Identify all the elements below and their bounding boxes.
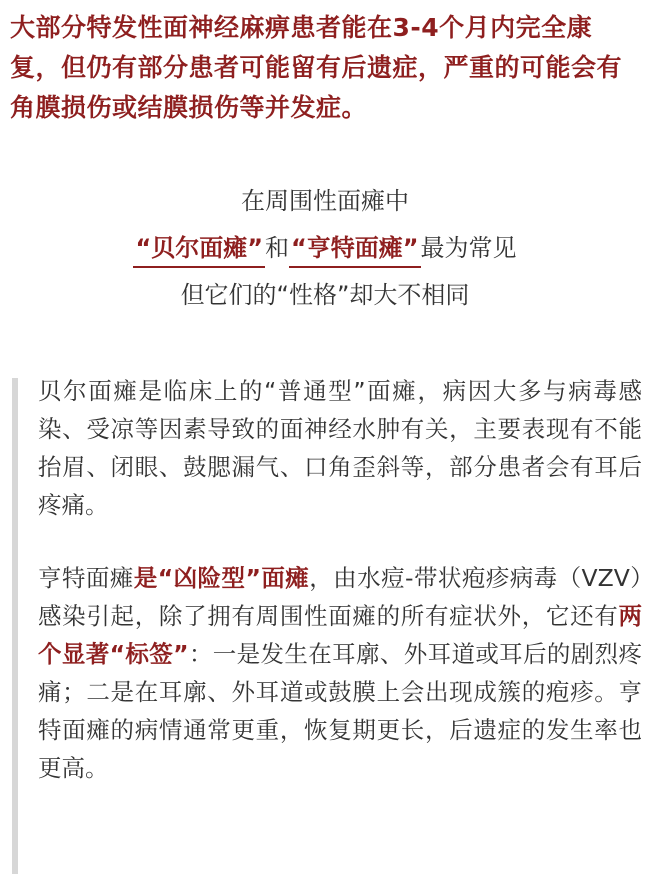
bell-palsy-highlight: “贝尔面瘫” [133,230,265,268]
summary-line-3: 但它们的“性格”却大不相同 [180,281,470,309]
summary-block [0,178,650,319]
summary-connector: 和 [265,234,289,262]
hunt-symptoms-text: ：一是发生在耳廓、外耳道或耳后的剧烈疼痛；二是在耳廓、外耳道或鼓膜上会出现成簇的疱疹。亨特面瘫的病情通常更重，恢复期更长，后遗症的发生率也更高。 [38,640,643,782]
hunt-cause-text: ，由水痘-带状疱疹病毒（VZV）感染引起，除了拥有周围性面瘫的所有症状外，它还有 [38,564,642,630]
summary-line-1: 在周围性面瘫中 [241,187,409,215]
dangerous-type-highlight: 是“凶险型”面瘫 [133,564,310,592]
quote-bar [12,378,18,874]
hunt-syndrome-highlight: “亨特面瘫” [289,230,421,268]
bell-palsy-paragraph [38,372,642,524]
hunt-term: 亨特面瘫 [38,564,134,592]
bell-palsy-text: 贝尔面瘫是临床上的“普通型”面瘫，病因大多与病毒感染、受凉等因素导致的面神经水肿有关，主要表现有不能抬眉、闭眼、鼓腮漏气、口角歪斜等，部分患者会有耳后疼痛。 [38,377,642,519]
intro-paragraph [10,8,642,128]
hunt-syndrome-paragraph [38,559,642,787]
comparison-quote-block [12,372,642,872]
summary-line-2 [0,225,650,272]
summary-common-text: 最为常见 [420,234,517,262]
quote-body [38,372,642,787]
intro-text: 大部分特发性面神经麻痹患者能在3-4个月内完全康复，但仍有部分患者可能留有后遗症，严重的可能会有角膜损伤或结膜损伤等并发症。 [10,13,623,122]
two-labels-highlight: 两个显著“标签” [38,602,642,668]
